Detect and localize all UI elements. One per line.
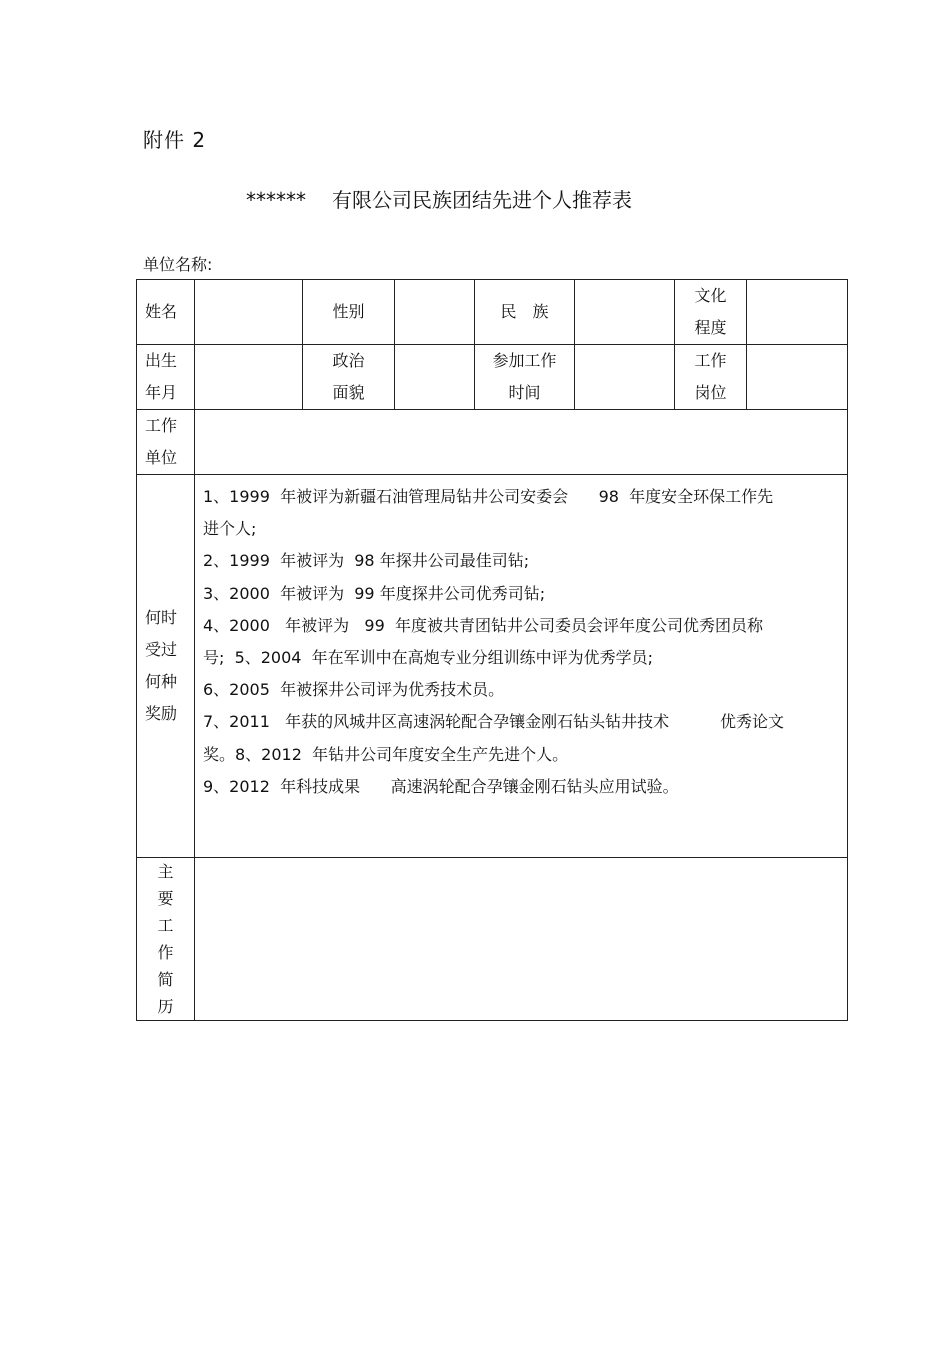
education-value-cell[interactable] bbox=[747, 280, 848, 345]
ethnicity-label: 民 族 bbox=[475, 280, 575, 345]
work-unit-label-line2: 单位 bbox=[145, 448, 178, 467]
political-label-line1: 政治 bbox=[332, 351, 365, 370]
recommendation-form-table bbox=[136, 279, 848, 1021]
post-value-cell[interactable] bbox=[747, 345, 848, 410]
award-line: 6、2005 年被探井公司评为优秀技术员。 bbox=[203, 680, 505, 700]
award-line: 奖。8、2012 年钻井公司年度安全生产先进个人。 bbox=[203, 744, 569, 764]
name-label: 姓名 bbox=[137, 280, 195, 345]
award-line: 2、1999 年被评为 98 年探井公司最佳司钻; bbox=[203, 551, 530, 571]
resume-value-cell[interactable] bbox=[195, 858, 848, 1021]
work-start-label-line1: 参加工作 bbox=[492, 351, 557, 370]
birth-label bbox=[137, 345, 195, 410]
title-stars: ****** bbox=[246, 188, 306, 212]
work-unit-label bbox=[137, 410, 195, 475]
awards-label-line: 奖励 bbox=[145, 704, 178, 723]
work-unit-label-line1: 工作 bbox=[145, 416, 178, 435]
gender-label: 性别 bbox=[303, 280, 395, 345]
awards-label-line: 何时 bbox=[145, 608, 178, 627]
resume-label-char: 工 bbox=[157, 916, 174, 935]
ethnicity-value-cell[interactable] bbox=[575, 280, 675, 345]
education-label bbox=[675, 280, 747, 345]
page-title bbox=[246, 184, 632, 213]
award-line: 进个人; bbox=[203, 519, 257, 539]
work-start-label-line2: 时间 bbox=[508, 383, 541, 402]
resume-label-char: 主 bbox=[157, 862, 174, 881]
award-line: 3、2000 年被评为 99 年度探井公司优秀司钻; bbox=[203, 583, 546, 603]
award-line: 9、2012 年科技成果 高速涡轮配合孕镶金刚石钻头应用试验。 bbox=[203, 776, 679, 796]
awards-label-line: 何种 bbox=[145, 672, 178, 691]
resume-label-char: 简 bbox=[157, 970, 174, 989]
awards-label-line: 受过 bbox=[145, 640, 178, 659]
title-text: 有限公司民族团结先进个人推荐表 bbox=[332, 188, 632, 212]
work-start-label bbox=[475, 345, 575, 410]
political-value-cell[interactable] bbox=[395, 345, 475, 410]
awards-label bbox=[137, 475, 195, 858]
award-line: 4、2000 年被评为 99 年度被共青团钻井公司委员会评年度公司优秀团员称 bbox=[203, 615, 763, 635]
award-line: 号; 5、2004 年在军训中在高炮专业分组训练中评为优秀学员; bbox=[203, 648, 654, 668]
awards-content-cell[interactable] bbox=[195, 475, 848, 858]
unit-name-label: 单位名称: bbox=[143, 255, 213, 274]
birth-value-cell[interactable] bbox=[195, 345, 303, 410]
award-line: 7、2011 年获的风城井区高速涡轮配合孕镶金刚石钻头钻井技术 优秀论文 bbox=[203, 712, 785, 732]
political-label bbox=[303, 345, 395, 410]
education-label-line2: 程度 bbox=[694, 318, 727, 337]
table-row bbox=[137, 410, 848, 475]
table-row bbox=[137, 475, 848, 858]
table-row bbox=[137, 280, 848, 345]
gender-value-cell[interactable] bbox=[395, 280, 475, 345]
name-value-cell[interactable] bbox=[195, 280, 303, 345]
post-label bbox=[675, 345, 747, 410]
attachment-label: 附件 2 bbox=[143, 128, 207, 152]
resume-label-char: 要 bbox=[157, 889, 174, 908]
resume-label-char: 历 bbox=[157, 997, 174, 1016]
award-line: 1、1999 年被评为新疆石油管理局钻井公司安委会 98 年度安全环保工作先 bbox=[203, 487, 774, 506]
post-label-line1: 工作 bbox=[694, 351, 727, 370]
table-row bbox=[137, 858, 848, 1021]
post-label-line2: 岗位 bbox=[694, 383, 727, 402]
birth-label-line2: 年月 bbox=[145, 383, 178, 402]
resume-label-char: 作 bbox=[157, 943, 174, 962]
education-label-line1: 文化 bbox=[694, 286, 727, 305]
work-start-value-cell[interactable] bbox=[575, 345, 675, 410]
table-row bbox=[137, 345, 848, 410]
birth-label-line1: 出生 bbox=[145, 351, 178, 370]
work-unit-value-cell[interactable] bbox=[195, 410, 848, 475]
political-label-line2: 面貌 bbox=[332, 383, 365, 402]
resume-label bbox=[137, 858, 195, 1021]
